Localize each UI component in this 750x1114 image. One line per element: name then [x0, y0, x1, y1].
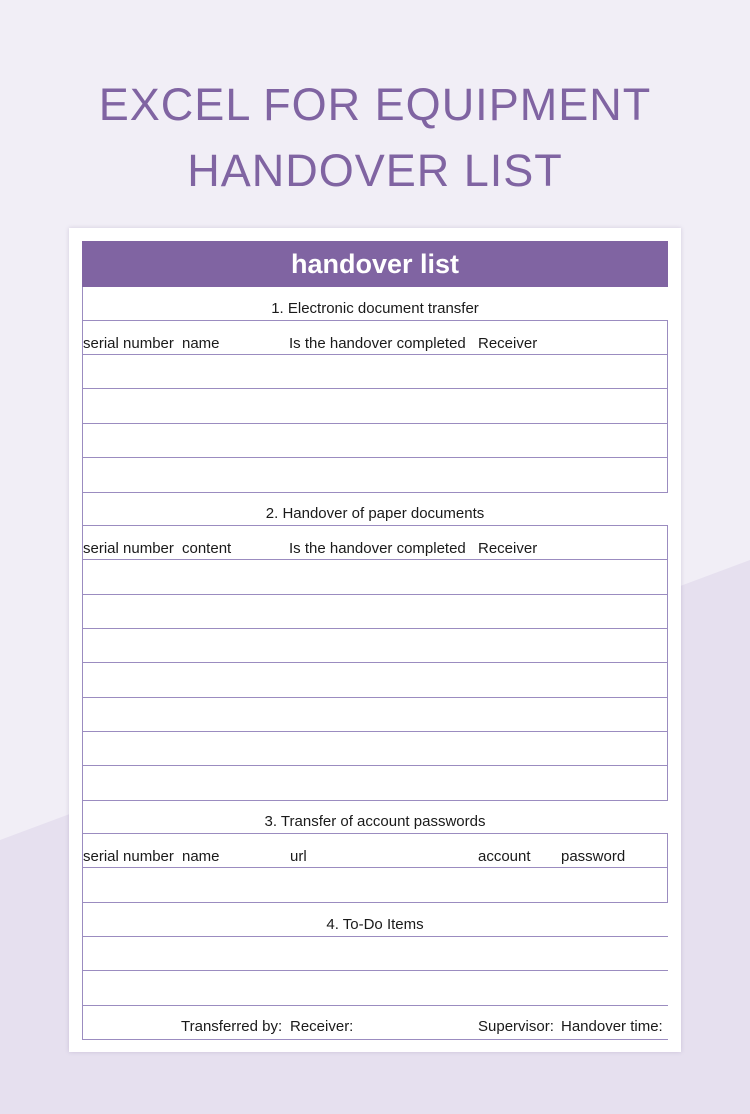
section3-title: 3. Transfer of account passwords: [264, 813, 486, 830]
table-row-line: [82, 902, 668, 903]
table-row-line: [82, 354, 668, 355]
section2-header-completed: Is the handover completed: [289, 540, 466, 557]
table-row-line: [82, 867, 668, 868]
table-row-line: [82, 423, 668, 424]
section1-right-border: [667, 320, 668, 492]
footer-handover-time: Handover time:: [561, 1018, 663, 1035]
table-row-line: [82, 594, 668, 595]
table-row-line: [82, 765, 668, 766]
section3-header-password: password: [561, 848, 626, 865]
table-row-line: [82, 731, 668, 732]
section3-header-url: url: [290, 848, 307, 865]
table-row-line: [82, 388, 668, 389]
table-row-line: [82, 970, 668, 971]
section1-line-top: [82, 320, 668, 321]
table-row-line: [82, 800, 668, 801]
section1-header-name: name: [182, 335, 220, 352]
table-row-line: [82, 559, 668, 560]
section1-header-completed: Is the handover completed: [289, 335, 466, 352]
section2-header-serial: serial number: [83, 540, 174, 557]
section2-header-content: content: [182, 540, 232, 557]
page-title: [0, 72, 750, 204]
section1-title: 1. Electronic document transfer: [271, 300, 479, 317]
table-row-line: [82, 1005, 668, 1006]
section3-header-name: name: [182, 848, 220, 865]
section3-header-account: account: [478, 848, 531, 865]
table-row-line: [82, 457, 668, 458]
section2-line-top: [82, 525, 668, 526]
sheet-bottom-line: [82, 1039, 668, 1040]
handover-sheet: [69, 228, 681, 1052]
table-row-line: [82, 492, 668, 493]
table-row-line: [82, 662, 668, 663]
section1-header-receiver: Receiver: [478, 335, 538, 352]
section3-header-serial: serial number: [83, 848, 174, 865]
table-row-line: [82, 936, 668, 937]
footer-receiver: Receiver:: [290, 1018, 354, 1035]
section2-header-receiver: Receiver: [478, 540, 538, 557]
section1-header-serial: serial number: [83, 335, 174, 352]
section2-title: 2. Handover of paper documents: [265, 505, 485, 522]
footer-supervisor: Supervisor:: [478, 1018, 554, 1035]
sheet-banner: handover list: [82, 241, 668, 287]
table-row-line: [82, 628, 668, 629]
page-title-line2: HANDOVER LIST: [187, 145, 563, 196]
table-row-line: [82, 697, 668, 698]
footer-transferred-by: Transferred by:: [181, 1018, 283, 1035]
section3-line-top: [82, 833, 668, 834]
page-title-line1: EXCEL FOR EQUIPMENT: [98, 79, 652, 130]
section4-title: 4. To-Do Items: [326, 916, 424, 933]
